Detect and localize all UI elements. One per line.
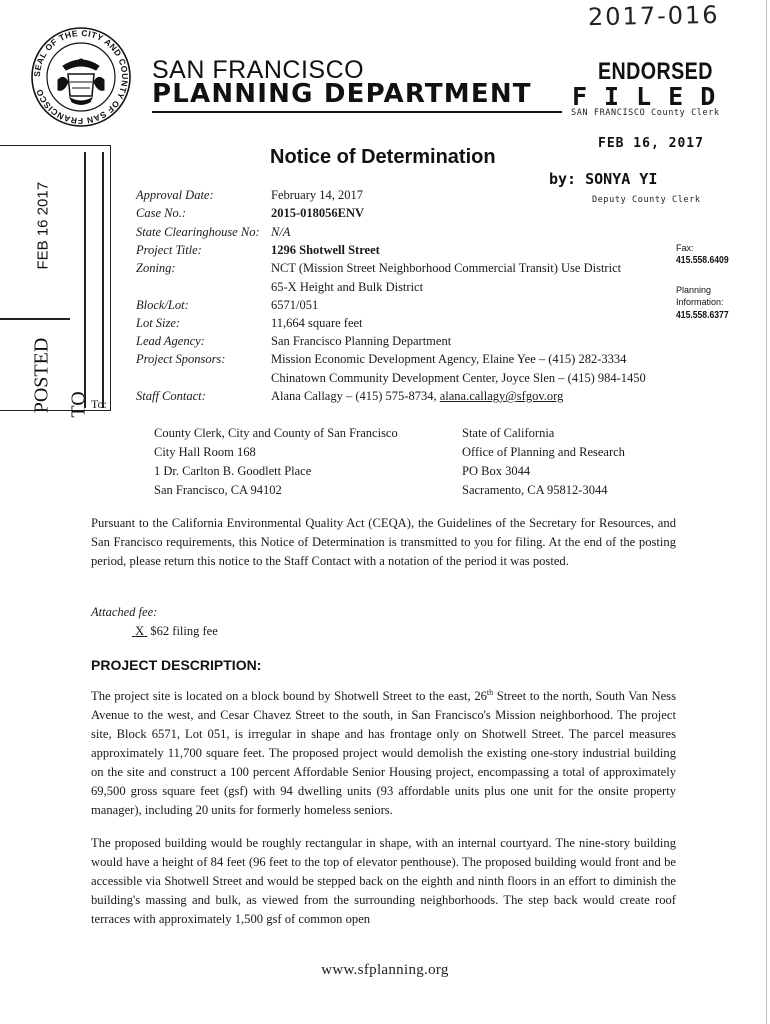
fee-text: $62 filing fee [150,624,218,638]
info-value: February 14, 2017 [271,188,363,202]
fee-mark: X [135,624,145,638]
attached-fee-label: Attached fee: [91,605,158,619]
intro-paragraph: Pursuant to the California Environmental Quality Act (CEQA), the Guidelines of the Secretary for Resources, and San Francisco requirements, this Notice of Determination is transmitted to you for filing. At the end of the posting period, please return this notice to the Staff Contact with a notation of the period it was posted. [91,516,676,568]
stamp-county-clerk: SAN FRANCISCO County Clerk [571,108,720,118]
info-label: Project Sponsors: [136,352,226,366]
stamp-date: FEB 16, 2017 [598,136,704,151]
info-label: Lot Size: [136,316,181,330]
description-paragraph-2: The proposed building would be roughly rectangular in shape, with an internal courtyard. The nine-story building would have a height of 84 feet (96 feet to the top of elevator penthouse). The proposed building would front and be accessible via Shotwell Street and would be stepped back on the eighth and ninth floors in an effort to diminish the building's massing and bulk, as viewed from the surrounding neighborhoods. The step back would create roof terraces with approximately 1,500 gsf of common open [91,836,676,926]
posted-stamp-divider [84,152,86,408]
posted-stamp-divider [102,152,104,408]
staff-email-link[interactable]: alana.callagy@sfgov.org [439,389,564,403]
description-text: The project site is located on a block bound by Shotwell Street to the east, 26 [91,689,487,704]
info-value: NCT (Mission Street Neighborhood Commercial Transit) Use District [271,261,622,275]
info-value [271,389,563,404]
address-line: San Francisco, CA 94102 [154,483,282,497]
address-line: County Clerk, City and County of San Francisco [154,426,398,440]
address-state [462,424,625,500]
info-value: 2015-018056ENV [271,206,365,220]
info-value: 11,664 square feet [271,316,363,330]
scan-edge-line [766,0,767,1024]
stamp-deputy: Deputy County Clerk [592,195,701,205]
description-paragraph-1 [91,684,676,820]
handwritten-note: 2017-016 [587,0,720,32]
posted-stamp-date: FEB 16 2017 [34,181,52,270]
fax-number: 415.558.6409 [676,255,729,266]
posted-stamp-box [0,145,111,411]
info-value: 6571/051 [271,298,319,312]
stamp-endorsed: ENDORSED [598,58,713,85]
staff-contact-text: Alana Callagy – (415) 575-8734, [271,389,440,403]
info-label: Zoning: [136,261,176,275]
info-label: State Clearinghouse No: [136,225,260,239]
project-description-heading: PROJECT DESCRIPTION: [91,657,262,673]
info-value: N/A [271,225,291,239]
planning-label: Information: [676,297,724,307]
seal-text: SEAL OF THE CITY AND COUNTY OF SAN FRANCISCO [31,27,131,127]
footer-website: www.sfplanning.org [321,962,449,978]
fee-checkmark [132,624,147,638]
info-value: 1296 Shotwell Street [271,243,380,257]
header-rule [152,111,562,113]
address-line: City Hall Room 168 [154,445,256,459]
planning-number: 415.558.6377 [676,310,729,321]
address-county-clerk [154,424,398,500]
address-line: PO Box 3044 [462,464,531,478]
page-title: Notice of Determination [270,146,496,168]
stamp-filed: FILED [572,82,733,111]
stamp-signer: by: SONYA YI [549,170,658,188]
address-line: 1 Dr. Carlton B. Goodlett Place [154,464,312,478]
planning-label: Planning [676,285,712,295]
info-value: 65-X Height and Bulk District [271,280,424,294]
posted-stamp-line [0,318,70,320]
fax-label: Fax: [676,243,694,253]
description-text: Street to the north, South Van Ness Avenue to the west, and Cesar Chavez Street to the south, in San Francisco's Mission neighborhood. The project site, Block 6571, Lot 051, is irregular in shape and has frontage only on Shotwell Street. The parcel measures approximately 11,700 square feet. The proposed project would demolish the existing one-story industrial building on the site and construct a 100 percent Affordable Senior Housing project, encompassing a total of approximately 69,500 gross square feet (gsf) with 94 dwelling units (93 affordable units plus one unit for the onsite property manager), including 20 units for formerly homeless seniors. [91,689,676,817]
description-superscript: th [486,688,494,697]
info-label: Case No.: [136,206,186,220]
address-line: Sacramento, CA 95812-3044 [462,483,608,497]
info-label: Block/Lot: [136,298,189,312]
address-line: State of California [462,426,555,440]
posted-stamp-to: TO [67,391,90,418]
info-value: San Francisco Planning Department [271,334,452,348]
info-label: Staff Contact: [136,389,206,403]
department-name: PLANNING DEPARTMENT [152,79,532,109]
info-label: Approval Date: [136,188,214,202]
city-seal-logo [30,26,132,128]
address-line: Office of Planning and Research [462,445,625,459]
info-value: Mission Economic Development Agency, Elaine Yee – (415) 282-3334 [271,352,627,366]
info-value: Chinatown Community Development Center, Joyce Slen – (415) 984-1450 [271,371,646,385]
fee-line [132,624,218,639]
info-label: Lead Agency: [136,334,205,348]
posted-stamp-label: POSTED [30,337,53,414]
city-name: SAN FRANCISCO [152,56,365,84]
to-label: To: [91,397,107,411]
info-label: Project Title: [136,243,202,257]
